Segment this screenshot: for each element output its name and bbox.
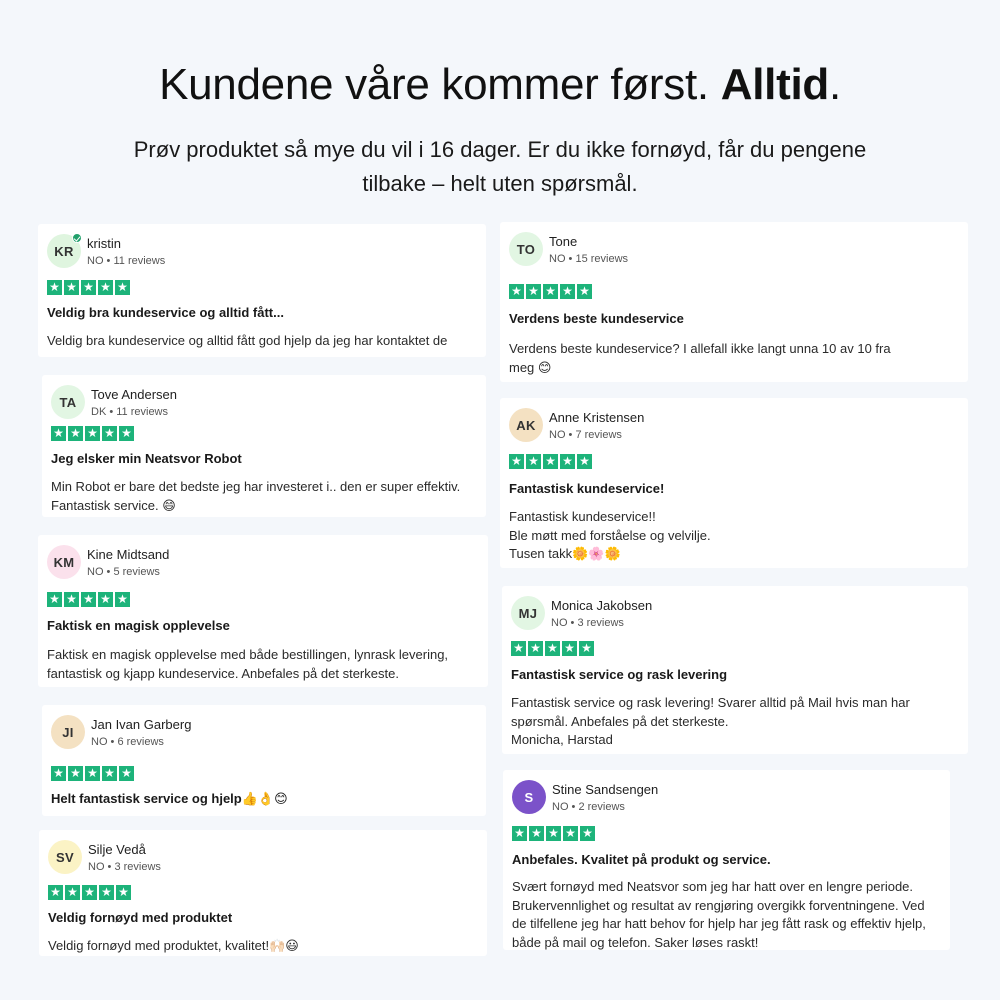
avatar: KR: [47, 234, 81, 268]
star-icon: ★: [115, 592, 130, 607]
reviewer-name: Anne Kristensen: [549, 410, 645, 425]
star-icon: ★: [529, 826, 544, 841]
reviewer-header: [509, 408, 909, 446]
review-title: Anbefales. Kvalitet på produkt og service.: [512, 852, 771, 867]
star-icon: ★: [102, 766, 117, 781]
review-body: [511, 694, 956, 750]
star-icon: ★: [82, 885, 97, 900]
page-headline: [0, 60, 1000, 110]
star-icon: ★: [51, 766, 66, 781]
reviewer-header: [47, 234, 447, 272]
star-icon: ★: [64, 592, 79, 607]
star-icon: ★: [119, 766, 134, 781]
star-rating: [512, 826, 595, 841]
reviewer-meta: NO • 3 reviews: [551, 617, 624, 629]
review-body: [48, 937, 475, 956]
review-body-line: Brukervennlighet og resultat av rengjøring overgikk forventningene. Ved: [512, 897, 925, 913]
page-subheadline: [100, 133, 900, 201]
star-icon: ★: [511, 641, 526, 656]
star-icon: ★: [116, 885, 131, 900]
star-icon: ★: [99, 885, 114, 900]
review-title: Faktisk en magisk opplevelse: [47, 618, 230, 633]
review-card: [500, 222, 968, 382]
review-body-line: Tusen takk🌼🌸🌼: [509, 546, 621, 561]
star-rating: [51, 426, 134, 441]
review-title: Verdens beste kundeservice: [509, 311, 684, 326]
reviewer-meta: DK • 11 reviews: [91, 406, 169, 418]
star-icon: ★: [546, 826, 561, 841]
star-icon: ★: [545, 641, 560, 656]
review-body: [509, 340, 956, 377]
star-rating: [47, 280, 130, 295]
avatar: KM: [47, 545, 81, 579]
star-icon: ★: [51, 426, 66, 441]
star-icon: ★: [560, 454, 575, 469]
review-body-line: Svært fornøyd med Neatsvor som jeg har hatt over en lengre periode.: [512, 879, 914, 894]
star-icon: ★: [119, 426, 134, 441]
review-body-line: Verdens beste kundeservice? I allefall ikke langt unna 10 av 10 fra: [509, 341, 891, 356]
review-body-line: Min Robot er bare det bedste jeg har investeret i.. den er super effektiv.: [51, 479, 461, 494]
star-rating: [509, 454, 592, 469]
star-icon: ★: [65, 885, 80, 900]
avatar: TA: [51, 385, 85, 419]
review-title: Fantastisk service og rask levering: [511, 667, 728, 682]
star-icon: ★: [543, 284, 558, 299]
star-rating: [48, 885, 131, 900]
reviewer-header: [48, 840, 448, 878]
star-icon: ★: [512, 826, 527, 841]
reviewer-name: Tove Andersen: [91, 387, 178, 402]
review-body: [47, 332, 474, 351]
review-body-line: de tilfellene jeg har hatt behov for hjelp har jeg fått rask og effektiv hjelp,: [512, 916, 926, 931]
star-icon: ★: [509, 454, 524, 469]
review-body: [51, 478, 474, 515]
reviewer-meta: NO • 7 reviews: [549, 429, 622, 441]
subheadline-line-2: tilbake – helt uten spørsmål.: [362, 171, 638, 196]
reviewer-name: Kine Midtsand: [87, 547, 170, 562]
review-body-line: fantastisk og kjapp kundeservice. Anbefales på det sterkeste.: [47, 665, 399, 681]
star-icon: ★: [580, 826, 595, 841]
reviewer-name: Stine Sandsengen: [552, 782, 659, 797]
star-icon: ★: [543, 454, 558, 469]
reviewer-header: [512, 780, 912, 818]
subheadline-line-1: Prøv produktet så mye du vil i 16 dager. Er du ikke fornøyd, får du pengene: [133, 137, 867, 162]
review-title: Veldig bra kundeservice og alltid fått...: [47, 305, 284, 320]
headline-regular: Kundene våre kommer først.: [159, 60, 721, 109]
star-icon: ★: [577, 454, 592, 469]
review-body: [47, 646, 476, 683]
reviewer-name: Monica Jakobsen: [551, 598, 653, 613]
reviewer-header: [511, 596, 911, 634]
reviewer-meta: NO • 11 reviews: [87, 255, 166, 267]
star-rating: [509, 284, 592, 299]
review-body-line: Ble møtt med forståelse og velvilje.: [509, 527, 711, 543]
review-title: Jeg elsker min Neatsvor Robot: [51, 451, 242, 466]
review-body: [512, 878, 938, 952]
star-icon: ★: [579, 641, 594, 656]
headline-end: .: [828, 60, 841, 109]
star-icon: ★: [562, 641, 577, 656]
star-icon: ★: [526, 284, 541, 299]
reviewer-name: Tone: [549, 234, 578, 249]
star-icon: ★: [98, 280, 113, 295]
star-icon: ★: [528, 641, 543, 656]
verified-check-icon: [72, 233, 82, 243]
star-icon: ★: [64, 280, 79, 295]
review-card: [42, 375, 486, 517]
review-card: [503, 770, 950, 950]
star-icon: ★: [68, 766, 83, 781]
review-card: [38, 535, 488, 687]
review-title: Fantastisk kundeservice!: [509, 481, 665, 496]
star-icon: ★: [560, 284, 575, 299]
reviewer-meta: NO • 5 reviews: [87, 566, 160, 578]
star-icon: ★: [102, 426, 117, 441]
reviewer-name: Silje Vedå: [88, 842, 146, 857]
star-icon: ★: [85, 426, 100, 441]
review-card: [42, 705, 486, 816]
review-body-line: meg 😊: [509, 359, 552, 375]
star-icon: ★: [115, 280, 130, 295]
review-card: [38, 224, 486, 357]
reviewer-meta: NO • 2 reviews: [552, 801, 625, 813]
review-body-line: spørsmål. Anbefales på det sterkeste.: [511, 713, 729, 729]
reviewer-meta: NO • 3 reviews: [88, 861, 161, 873]
avatar: SV: [48, 840, 82, 874]
review-body-line: Veldig fornøyd med produktet, kvalitet!🙌🏻😃: [48, 938, 299, 953]
star-icon: ★: [509, 284, 524, 299]
avatar: S: [512, 780, 546, 814]
reviewer-name: Jan Ivan Garberg: [91, 717, 192, 732]
review-body: [509, 508, 956, 564]
review-body-line: Fantastisk kundeservice!!: [509, 509, 656, 524]
star-icon: ★: [85, 766, 100, 781]
review-body-line: Fantastisk service. 😄: [51, 497, 176, 513]
review-title: Veldig fornøyd med produktet: [48, 910, 233, 925]
star-icon: ★: [48, 885, 63, 900]
review-title: Helt fantastisk service og hjelp👍👌😊: [51, 791, 288, 806]
avatar: AK: [509, 408, 543, 442]
review-body-line: Veldig bra kundeservice og alltid fått god hjelp da jeg har kontaktet de: [47, 333, 448, 348]
avatar: TO: [509, 232, 543, 266]
review-card: [39, 830, 487, 956]
star-icon: ★: [563, 826, 578, 841]
star-icon: ★: [577, 284, 592, 299]
review-body-line: både på mail og telefon. Saker løses raskt!: [512, 934, 759, 950]
star-rating: [511, 641, 594, 656]
star-icon: ★: [68, 426, 83, 441]
reviewer-header: [51, 715, 451, 753]
reviewer-header: [51, 385, 451, 423]
star-icon: ★: [81, 280, 96, 295]
reviewer-meta: NO • 15 reviews: [549, 253, 629, 265]
review-card: [502, 586, 968, 754]
reviewer-name: kristin: [87, 236, 121, 251]
star-icon: ★: [47, 592, 62, 607]
avatar: JI: [51, 715, 85, 749]
review-body-line: Fantastisk service og rask levering! Svarer alltid på Mail hvis man har: [511, 695, 910, 710]
reviewer-meta: NO • 6 reviews: [91, 736, 164, 748]
reviewer-header: [47, 545, 447, 583]
review-body-line: Monicha, Harstad: [511, 732, 613, 747]
review-body-line: Faktisk en magisk opplevelse med både bestillingen, lynrask levering,: [47, 647, 449, 662]
avatar: MJ: [511, 596, 545, 630]
star-rating: [51, 766, 134, 781]
star-icon: ★: [47, 280, 62, 295]
reviewer-header: [509, 232, 909, 270]
star-icon: ★: [526, 454, 541, 469]
review-card: [500, 398, 968, 568]
star-icon: ★: [81, 592, 96, 607]
star-icon: ★: [98, 592, 113, 607]
headline-bold: Alltid: [720, 60, 829, 109]
star-rating: [47, 592, 130, 607]
